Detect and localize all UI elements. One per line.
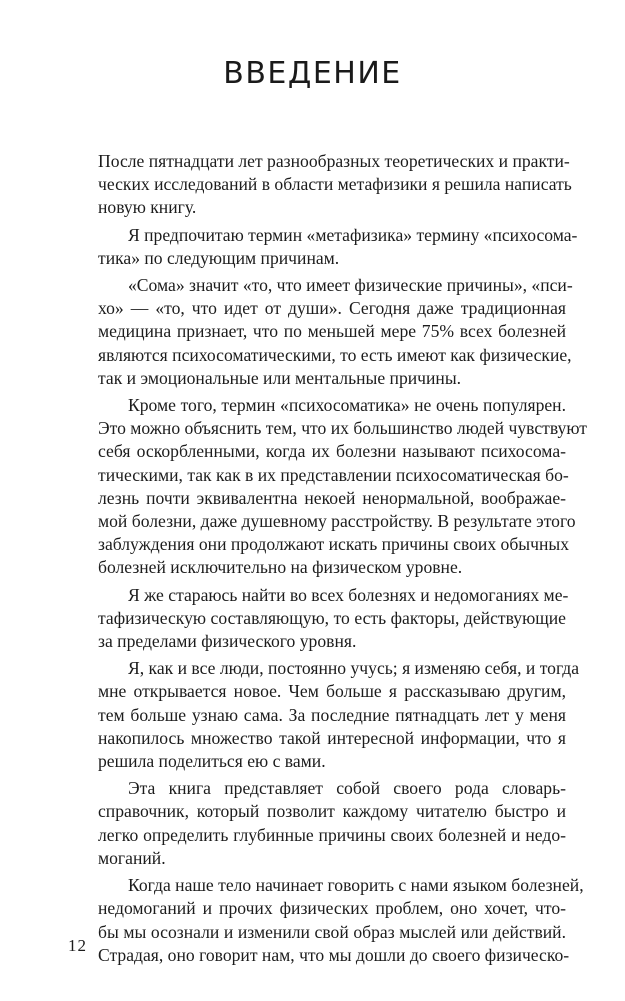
text-line: бы мы осознали и изменили свой образ мыслей или действий. (98, 921, 566, 942)
text-line: справочник, который позволит каждому читателю быстро и (98, 801, 566, 822)
text-line: легко определить глубинные причины своих болезней и недо- (98, 824, 566, 845)
text-line: Эта книга представляет собой своего рода словарь- (128, 778, 566, 799)
text-line: тафизическую составляющую, то есть факторы, действующие (98, 607, 566, 628)
paragraph-6 (68, 657, 580, 773)
text-line: мне открывается новое. Чем больше я рассказываю другим, (98, 681, 566, 702)
text-line: моганий. (98, 847, 166, 868)
text-line: недомоганий и прочих физических проблем, оно хочет, что- (98, 898, 566, 919)
text-line: лезнь почти эквивалентна некоей ненормальной, воображае- (98, 487, 566, 508)
text-line: медицина признает, что по меньшей мере 75% всех болезней (98, 321, 566, 342)
text-line: После пятнадцати лет разнообразных теоретических и практи- (98, 151, 570, 171)
text-line: ческих исследований в области метафизики я решила написать (98, 174, 572, 195)
text-line: являются психосоматическими, то есть имеют как физические, (98, 344, 572, 365)
text-line: Когда наше тело начинает говорить с нами языком болезней, (128, 875, 584, 896)
paragraph-4 (68, 394, 587, 580)
text-line: Это можно объяснить тем, что их большинство людей чувствуют (98, 418, 587, 439)
text-line: решила поделиться ею с вами. (98, 751, 326, 772)
text-line: новую книгу. (98, 197, 197, 218)
paragraph-5 (68, 584, 569, 654)
text-line: себя оскорбленными, когда их болезни называют психосома- (98, 441, 566, 462)
text-line: Страдая, оно говорит нам, что мы дошли до своего физическо- (98, 944, 570, 965)
text-line: заблуждения они продолжают искать причины своих обычных (98, 534, 569, 555)
text-line: тика» по следующим причинам. (98, 247, 340, 268)
text-line: хо» — «то, что идет от души». Сегодня даже традиционная (98, 298, 566, 319)
paragraph-2 (68, 224, 578, 270)
paragraph-8 (68, 874, 584, 967)
text-line: тическими, так как в их представлении психосоматическая бо- (98, 464, 569, 485)
text-line: Кроме того, термин «психосоматика» не очень популярен. (128, 395, 566, 416)
text-line: за пределами физического уровня. (98, 631, 357, 652)
text-line: «Сома» значит «то, что имеет физические причины», «пси- (128, 275, 573, 296)
paragraph-7 (68, 777, 566, 870)
text-line: накопилось множество такой интересной информации, что я (98, 727, 566, 748)
page-number: 12 (68, 936, 87, 955)
text-line: мой болезни, даже душевному расстройству. В результате этого (98, 511, 576, 532)
body-text (68, 150, 587, 971)
text-line: Я, как и все люди, постоянно учусь; я изменяю себя, и тогда (128, 658, 580, 679)
text-line: болезней исключительно на физическом уровне. (98, 557, 463, 578)
chapter-title: ВВЕДЕНИЕ (223, 56, 402, 91)
paragraph-3 (68, 274, 573, 390)
paragraph-1 (68, 150, 572, 220)
text-line: Я предпочитаю термин «метафизика» термину «психосома- (128, 224, 578, 245)
text-line: так и эмоциональные или ментальные причины. (98, 367, 462, 388)
text-line: тем больше узнаю сама. За последние пятнадцать лет у меня (98, 704, 566, 725)
text-line: Я же стараюсь найти во всех болезнях и недомоганиях ме- (128, 584, 569, 605)
